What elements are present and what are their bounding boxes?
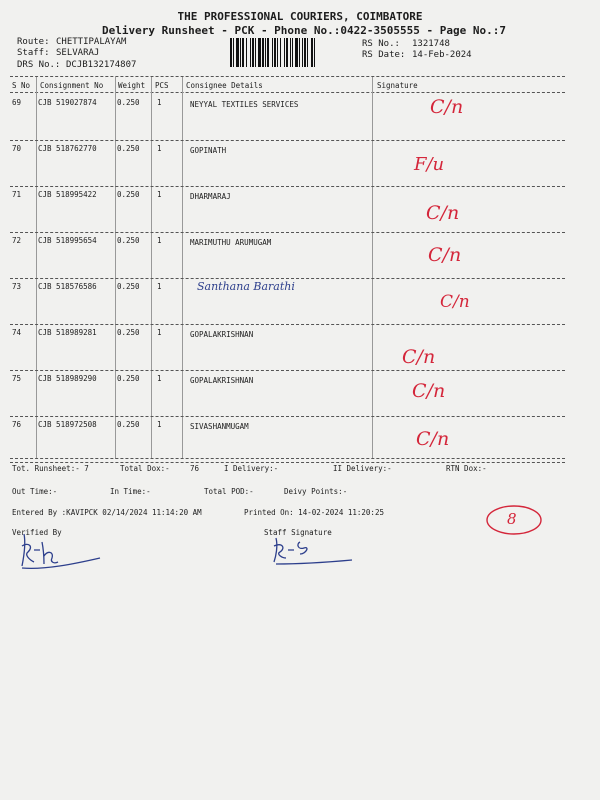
row-sno: 70	[12, 144, 22, 153]
verified-by-label: Verified By	[12, 528, 62, 537]
out-time-label: Out Time:-	[12, 487, 58, 496]
barcode-bar	[262, 38, 264, 67]
staff-signature	[270, 534, 354, 568]
row-sno: 75	[12, 374, 22, 383]
row-consignee: NEYYAL TEXTILES SERVICES	[190, 100, 299, 109]
row-weight: 0.250	[117, 328, 140, 337]
barcode-bar	[307, 38, 308, 67]
row-consignment-no: CJB 518995654	[38, 236, 97, 245]
route-label: Route:	[17, 37, 50, 47]
table-top-rule	[10, 76, 565, 77]
row-divider	[10, 186, 565, 187]
barcode-bar	[272, 38, 273, 67]
row-consignment-no: CJB 518762770	[38, 144, 97, 153]
col-header-consignee: Consignee Details	[186, 81, 263, 90]
barcode-bar	[230, 38, 232, 67]
row-consignment-no: CJB 518972508	[38, 420, 97, 429]
barcode-bar	[240, 38, 241, 67]
col-header-consignment: Consignment No	[40, 81, 104, 90]
col-header-signature: Signature	[377, 81, 418, 90]
row-sno: 71	[12, 190, 22, 199]
col-header-weight: Weight	[118, 81, 146, 90]
row-signature-mark: C/n	[428, 244, 462, 266]
barcode-bar	[267, 38, 269, 67]
barcode-bar	[274, 38, 276, 67]
barcode-bar	[280, 38, 281, 67]
total-dox-label: Total Dox:-	[120, 464, 170, 473]
barcode-bar	[236, 38, 239, 67]
verified-by-signature	[14, 528, 104, 572]
table-bottom-rule	[10, 458, 565, 459]
row-pcs: 1	[157, 190, 162, 199]
row-divider	[10, 232, 565, 233]
col-divider	[36, 77, 37, 459]
drs-label: DRS No.:	[17, 60, 61, 70]
barcode-bar	[258, 38, 261, 67]
row-pcs: 1	[157, 144, 162, 153]
row-consignment-no: CJB 518576586	[38, 282, 97, 291]
rs-no-label: RS No.:	[362, 39, 400, 49]
row-divider	[10, 462, 565, 463]
route-value: CHETTIPALAYAM	[56, 37, 127, 47]
printed-on: Printed On: 14-02-2024 11:20:25	[244, 508, 384, 517]
barcode-bar	[304, 38, 306, 67]
row-pcs: 1	[157, 420, 162, 429]
document-title: THE PROFESSIONAL COURIERS, COIMBATORE	[177, 10, 423, 23]
barcode-bar	[311, 38, 313, 67]
tot-runsheet: Tot. Runsheet:- 7	[12, 464, 89, 473]
barcode-bar	[284, 38, 285, 67]
row-pcs: 1	[157, 374, 162, 383]
row-consignee: DHARMARAJ	[190, 192, 231, 201]
row-consignee: SIVASHANMUGAM	[190, 422, 249, 431]
row-consignee: MARIMUTHU ARUMUGAM	[190, 238, 272, 247]
row-weight: 0.250	[117, 144, 140, 153]
row-divider	[10, 140, 565, 141]
drs-value: DCJB132174807	[66, 60, 137, 70]
row-divider	[10, 278, 565, 279]
row-consignee: GOPALAKRISHNAN	[190, 376, 254, 385]
row-weight: 0.250	[117, 190, 140, 199]
barcode-bar	[290, 38, 291, 67]
deivy-points-label: Deivy Points:-	[284, 487, 348, 496]
barcode-bar	[286, 38, 288, 67]
row-signature-mark: C/n	[440, 292, 470, 312]
row-consignment-no: CJB 518989290	[38, 374, 97, 383]
row-signature-mark: C/n	[402, 346, 436, 368]
total-pod-label: Total POD:-	[204, 487, 254, 496]
row-weight: 0.250	[117, 236, 140, 245]
barcode-bar	[255, 38, 256, 67]
col-divider	[151, 77, 152, 459]
barcode-bar	[314, 38, 315, 67]
row-consignee: GOPINATH	[190, 146, 227, 155]
row-sno: 72	[12, 236, 22, 245]
row-pcs: 1	[157, 328, 162, 337]
row-pcs: 1	[157, 236, 162, 245]
barcode-bar	[242, 38, 244, 67]
row-weight: 0.250	[117, 98, 140, 107]
row-sno: 69	[12, 98, 22, 107]
i-delivery-label: I Delivery:-	[224, 464, 279, 473]
row-consignee: GOPALAKRISHNAN	[190, 330, 254, 339]
row-pcs: 1	[157, 282, 162, 291]
barcode-bar	[277, 38, 278, 67]
row-weight: 0.250	[117, 282, 140, 291]
document-subtitle: Delivery Runsheet - PCK - Phone No.:0422-3505555 - Page No.:7	[102, 24, 506, 37]
rs-date-label: RS Date:	[362, 50, 406, 60]
barcode-bar	[233, 38, 234, 67]
table-header-rule	[10, 92, 565, 93]
col-header-sno: S No	[12, 81, 31, 90]
row-sno: 76	[12, 420, 22, 429]
ii-delivery-label: II Delivery:-	[333, 464, 392, 473]
barcode-bar	[295, 38, 298, 67]
row-weight: 0.250	[117, 420, 140, 429]
staff-value: SELVARAJ	[56, 48, 100, 58]
barcode-graphic	[230, 38, 356, 67]
in-time-label: In Time:-	[110, 487, 151, 496]
row-pcs: 1	[157, 98, 162, 107]
row-sno: 74	[12, 328, 22, 337]
staff-signature-label: Staff Signature	[264, 528, 332, 537]
circled-count: 8	[507, 510, 517, 528]
rs-no-value: 1321748	[412, 39, 450, 49]
row-consignment-no: CJB 518995422	[38, 190, 97, 199]
barcode-bar	[292, 38, 293, 67]
row-signature-mark: F/u	[414, 154, 445, 175]
barcode-bar	[265, 38, 266, 67]
row-divider	[10, 370, 565, 371]
row-weight: 0.250	[117, 374, 140, 383]
row-signature-mark: C/n	[430, 96, 464, 118]
col-divider	[372, 77, 373, 459]
col-divider	[182, 77, 183, 459]
row-consignee-handwritten: Santhana Barathi	[197, 280, 295, 293]
total-dox-value: 76	[190, 464, 200, 473]
barcode-bar	[250, 38, 251, 67]
row-signature-mark: C/n	[412, 380, 446, 402]
barcode-bar	[252, 38, 254, 67]
row-divider	[10, 416, 565, 417]
row-sno: 73	[12, 282, 22, 291]
barcode-bar	[302, 38, 303, 67]
staff-label: Staff:	[17, 48, 50, 58]
row-signature-mark: C/n	[416, 428, 450, 450]
rtn-dox-label: RTN Dox:-	[446, 464, 487, 473]
barcode-bar	[299, 38, 300, 67]
row-signature-mark: C/n	[426, 202, 460, 224]
col-divider	[115, 77, 116, 459]
row-consignment-no: CJB 519027874	[38, 98, 97, 107]
col-header-pcs: PCS	[155, 81, 169, 90]
rs-date-value: 14-Feb-2024	[412, 50, 472, 60]
row-consignment-no: CJB 518989281	[38, 328, 97, 337]
barcode-bar	[246, 38, 247, 67]
entered-by: Entered By :KAVIPCK 02/14/2024 11:14:20 AM	[12, 508, 202, 517]
row-divider	[10, 324, 565, 325]
